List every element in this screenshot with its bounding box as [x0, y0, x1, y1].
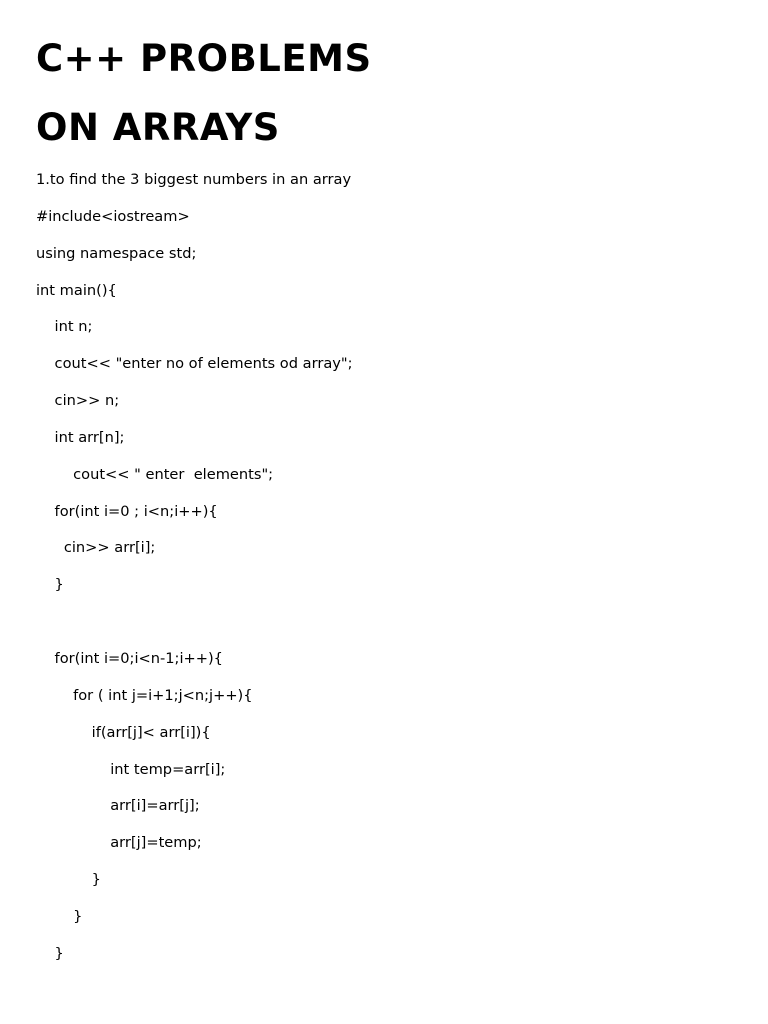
code-line: }: [36, 576, 64, 594]
code-line: int arr[n];: [36, 428, 125, 446]
code-line: for(int i=0 ; i<n;i++){: [36, 502, 218, 520]
code-line: if(arr[j]< arr[i]){: [36, 723, 211, 741]
problem-heading: 1.to find the 3 biggest numbers in an array: [36, 171, 352, 188]
code-line: cout<< " enter elements";: [36, 465, 274, 483]
code-line: }: [36, 944, 64, 962]
code-line: arr[j]=temp;: [36, 834, 202, 852]
code-line: }: [36, 871, 101, 889]
code-line: int n;: [36, 318, 93, 336]
code-line: for ( int j=i+1;j<n;j++){: [36, 686, 253, 704]
code-line: cin>> arr[i];: [36, 539, 156, 557]
code-line: #include<iostream>: [36, 207, 190, 225]
code-line: cin>> n;: [36, 392, 120, 410]
code-listing: [36, 170, 353, 981]
page-title-line-1: C++ PROBLEMS: [36, 37, 372, 80]
code-line: arr[i]=arr[j];: [36, 797, 200, 815]
page-title-line-2: ON ARRAYS: [36, 106, 280, 149]
code-line: }: [36, 907, 83, 925]
code-line: cout<< "enter no of elements od array";: [36, 355, 353, 373]
code-line: for(int i=0;i<n-1;i++){: [36, 649, 223, 667]
code-line: int main(){: [36, 281, 117, 299]
code-line: int temp=arr[i];: [36, 760, 226, 778]
blank-line: [36, 612, 353, 649]
code-line: using namespace std;: [36, 244, 197, 262]
